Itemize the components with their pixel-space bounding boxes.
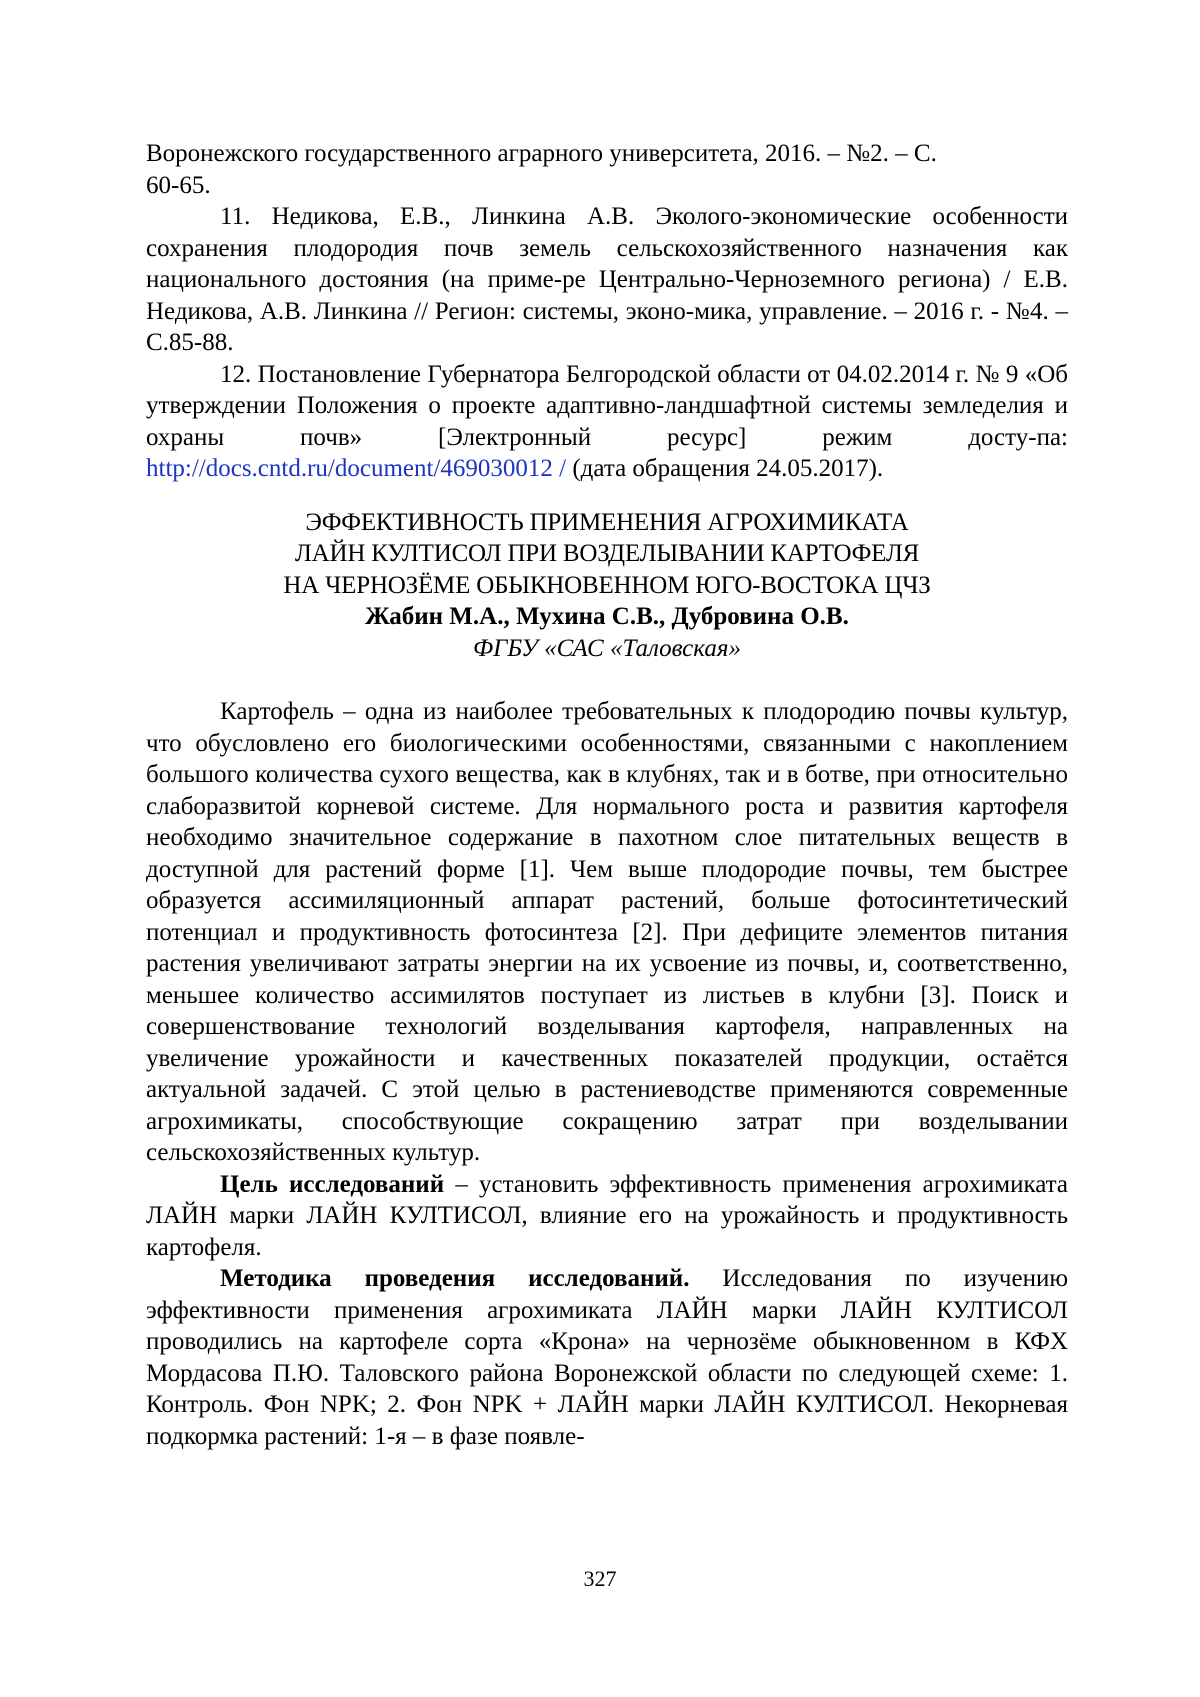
reference-10-tail xyxy=(146,138,1068,201)
reference-12 xyxy=(146,359,1068,485)
body-paragraph-intro: Картофель – одна из наиболее требовательных к плодородию почвы культур, что обусловлено его биологическими особенностями, связанными с накоплением большого количества сухого вещества, как в клубнях, так и в ботве, при относительно слаборазвитой корневой системе. Для нормального роста и развития картофеля необходимо значительное содержание в пахотном слое питательных веществ в доступной для растений форме [1]. Чем выше плодородие почвы, тем быстрее образуется ассимиляционный аппарат растений, больше фотосинтетический потенциал и продуктивность фотосинтеза [2]. При дефиците элементов питания растения увеличивают затраты энергии на их усвоение из почвы, и, соответственно, меньшее количество ассимилятов поступает из листьев в клубни [3]. Поиск и совершенствование технологий возделывания картофеля, направленных на увеличение урожайности и качественных показателей продукции, остаётся актуальной задачей. С этой целью в растениеводстве применяются современные агрохимикаты, способствующие сокращению затрат при возделывании сельскохозяйственных культур. xyxy=(146,696,1068,1169)
body-paragraph-method xyxy=(146,1263,1068,1452)
goal-label: Цель исследований xyxy=(220,1171,444,1198)
page-content xyxy=(146,138,1068,1452)
article-title-line-2: ЛАЙН КУЛТИСОЛ ПРИ ВОЗДЕЛЫВАНИИ КАРТОФЕЛЯ xyxy=(146,538,1068,570)
body-paragraph-goal xyxy=(146,1169,1068,1264)
article-title-line-1: ЭФФЕКТИВНОСТЬ ПРИМЕНЕНИЯ АГРОХИМИКАТА xyxy=(146,507,1068,539)
page-number: 327 xyxy=(0,1566,1200,1592)
article-header xyxy=(146,507,1068,665)
reference-12-link[interactable]: http://docs.cntd.ru/document/469030012 / xyxy=(146,455,566,482)
goal-text: – установить эффективность применения агрохимиката ЛАЙН марки ЛАЙН КУЛТИСОЛ, влияние его на урожайность и продуктивность картофеля. xyxy=(146,1171,1068,1261)
method-label: Методика проведения исследований. xyxy=(220,1265,689,1292)
article-affiliation: ФГБУ «САС «Таловская» xyxy=(146,633,1068,665)
reference-10-tail-line2: 60-65. xyxy=(146,172,211,199)
reference-list xyxy=(146,138,1068,485)
reference-12-access-date: (дата обращения 24.05.2017). xyxy=(566,455,883,482)
reference-12-text: 12. Постановление Губернатора Белгородской области от 04.02.2014 г. № 9 «Об утверждении Положения о проекте адаптивно-ландшафтной системы земледелия и охраны почв» [Электронный ресурс] режим досту-па: xyxy=(146,361,1068,451)
article-body xyxy=(146,696,1068,1452)
method-text: Исследования по изучению эффективности применения агрохимиката ЛАЙН марки ЛАЙН КУЛТИСОЛ проводились на картофеле сорта «Крона» на чернозёме обыкновенном в КФХ Мордасова П.Ю. Таловского района Воронежской области по следующей схеме: 1. Контроль. Фон NPK; 2. Фон NPK + ЛАЙН марки ЛАЙН КУЛТИСОЛ. Некорневая подкормка растений: 1-я – в фазе появле- xyxy=(146,1265,1068,1450)
article-title-line-3: НА ЧЕРНОЗЁМЕ ОБЫКНОВЕННОМ ЮГО-ВОСТОКА ЦЧЗ xyxy=(146,570,1068,602)
article-authors: Жабин М.А., Мухина С.В., Дубровина О.В. xyxy=(146,601,1068,633)
reference-11: 11. Недикова, Е.В., Линкина А.В. Эколого-экономические особенности сохранения плодородия почв земель сельскохозяйственного назначения как национального достояния (на приме-ре Центрально-Черноземного региона) / Е.В. Недикова, А.В. Линкина // Регион: системы, эконо-мика, управление. – 2016 г. - №4. – С.85-88. xyxy=(146,201,1068,359)
reference-10-tail-line1: Воронежского государственного аграрного университета, 2016. – №2. – С. xyxy=(146,140,937,167)
